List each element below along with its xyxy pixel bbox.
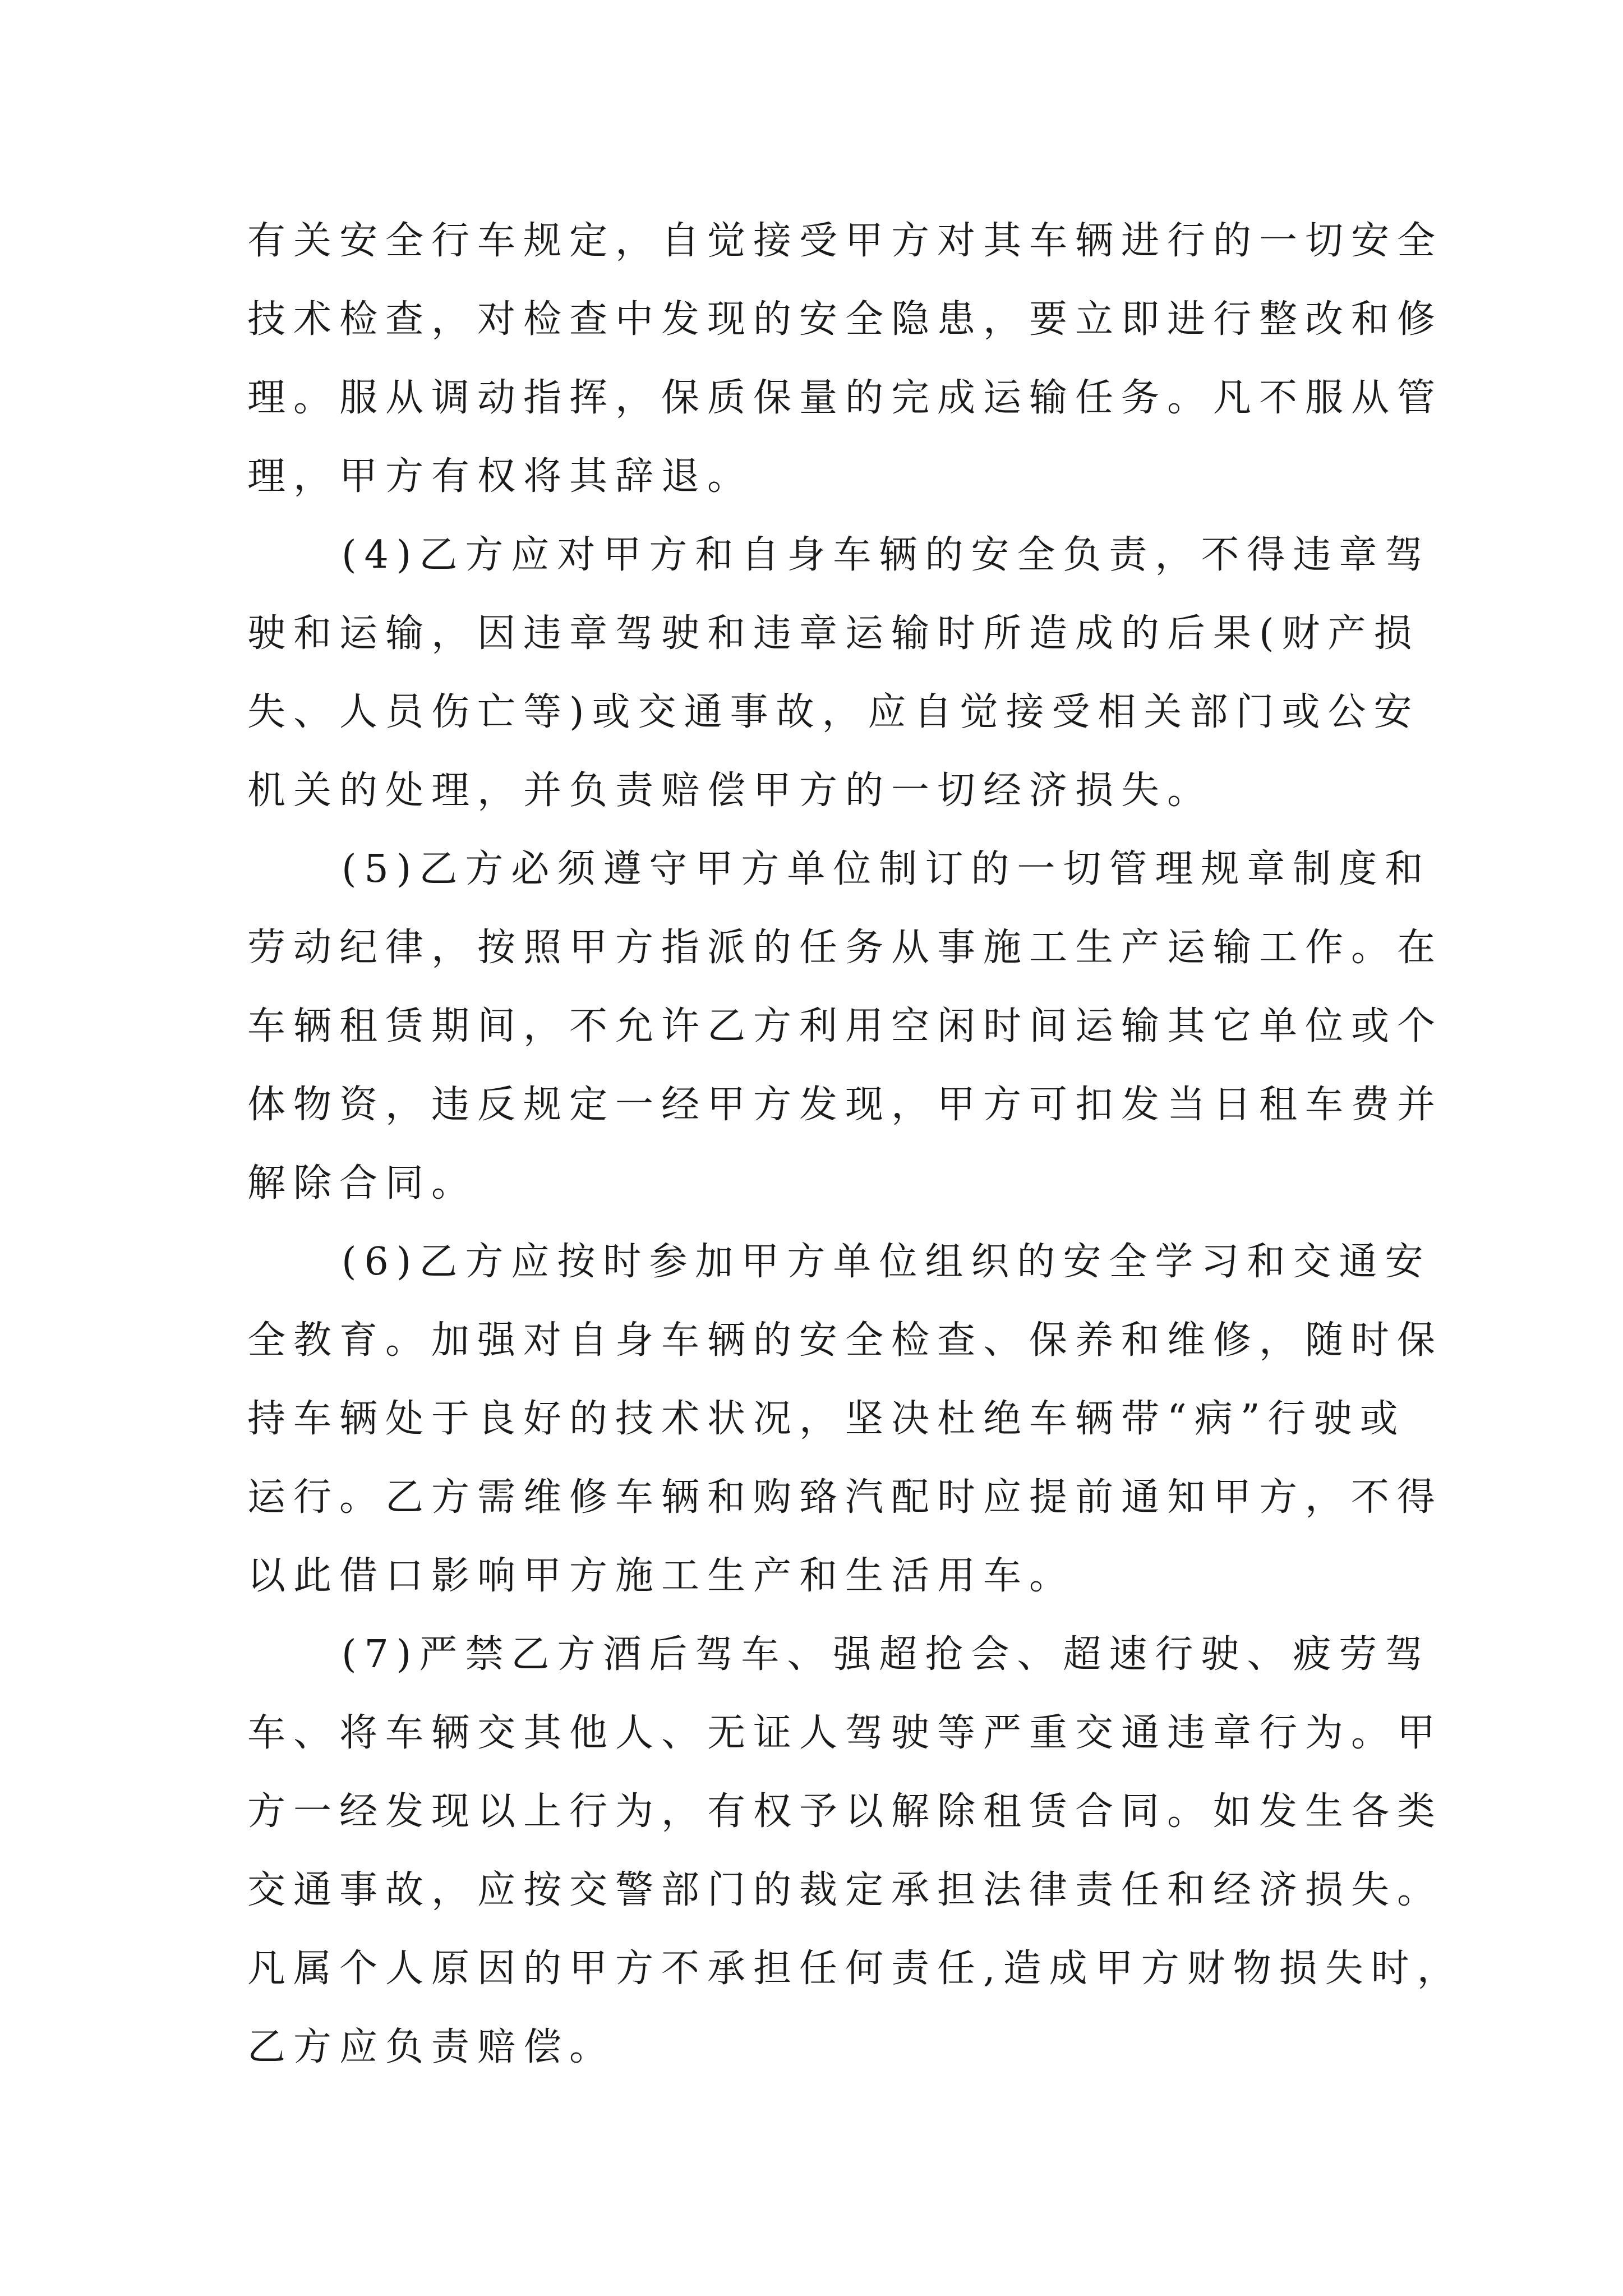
text-line: 车、将车辆交其他人、无证人驾驶等严重交通违章行为。甲: [247, 1711, 1444, 1755]
paragraph-item-5: [247, 830, 1444, 1223]
text-line: (4)乙方应对甲方和自身车辆的安全负责，不得违章驾: [342, 533, 1431, 577]
text-line: (7)严禁乙方酒后驾车、强超抢会、超速行驶、疲劳驾: [342, 1632, 1431, 1677]
paragraph-item-4: [247, 516, 1431, 830]
text-line: 以此借口影响甲方施工生产和生活用车。: [247, 1554, 1076, 1598]
text-line: 凡属个人原因的甲方不承担任何责任,造成甲方财物损失时，: [247, 1947, 1463, 1991]
text-line: 体物资，违反规定一经甲方发现，甲方可扣发当日租车费并: [247, 1083, 1444, 1127]
text-line: 机关的处理，并负责赔偿甲方的一切经济损失。: [247, 769, 1214, 813]
text-line: 失、人员伤亡等)或交通事故，应自觉接受相关部门或公安: [247, 690, 1420, 734]
text-line: 车辆租赁期间，不允许乙方利用空闲时间运输其它单位或个: [247, 1004, 1444, 1048]
text-line: 持车辆处于良好的技术状况，坚决杜绝车辆带“病”行驶或: [247, 1397, 1406, 1441]
paragraph-continuation: [247, 202, 1444, 516]
text-line: (5)乙方必须遵守甲方单位制订的一切管理规章制度和: [342, 847, 1431, 891]
text-line: 理。服从调动指挥，保质保量的完成运输任务。凡不服从管: [247, 376, 1444, 420]
text-line: (6)乙方应按时参加甲方单位组织的安全学习和交通安: [342, 1240, 1431, 1284]
text-line: 交通事故，应按交警部门的裁定承担法律责任和经济损失。: [247, 1868, 1444, 1912]
text-line: 理，甲方有权将其辞退。: [247, 454, 754, 499]
text-line: 解除合同。: [247, 1161, 478, 1205]
text-line: 运行。乙方需维修车辆和购臵汽配时应提前通知甲方，不得: [247, 1475, 1444, 1520]
text-line: 技术检查，对检查中发现的安全隐患，要立即进行整改和修: [247, 297, 1444, 342]
text-line: 方一经发现以上行为，有权予以解除租赁合同。如发生各类: [247, 1789, 1444, 1834]
text-line: 全教育。加强对自身车辆的安全检查、保养和维修，随时保: [247, 1318, 1444, 1363]
text-line: 有关安全行车规定，自觉接受甲方对其车辆进行的一切安全: [247, 219, 1444, 263]
text-line: 乙方应负责赔偿。: [247, 2025, 616, 2069]
paragraph-item-7: [247, 1616, 1463, 2087]
text-line: 劳动纪律，按照甲方指派的任务从事施工生产运输工作。在: [247, 926, 1444, 970]
text-line: 驶和运输，因违章驾驶和违章运输时所造成的后果(财产损: [247, 611, 1420, 656]
document-body: [247, 202, 1463, 2087]
paragraph-item-6: [247, 1223, 1444, 1616]
